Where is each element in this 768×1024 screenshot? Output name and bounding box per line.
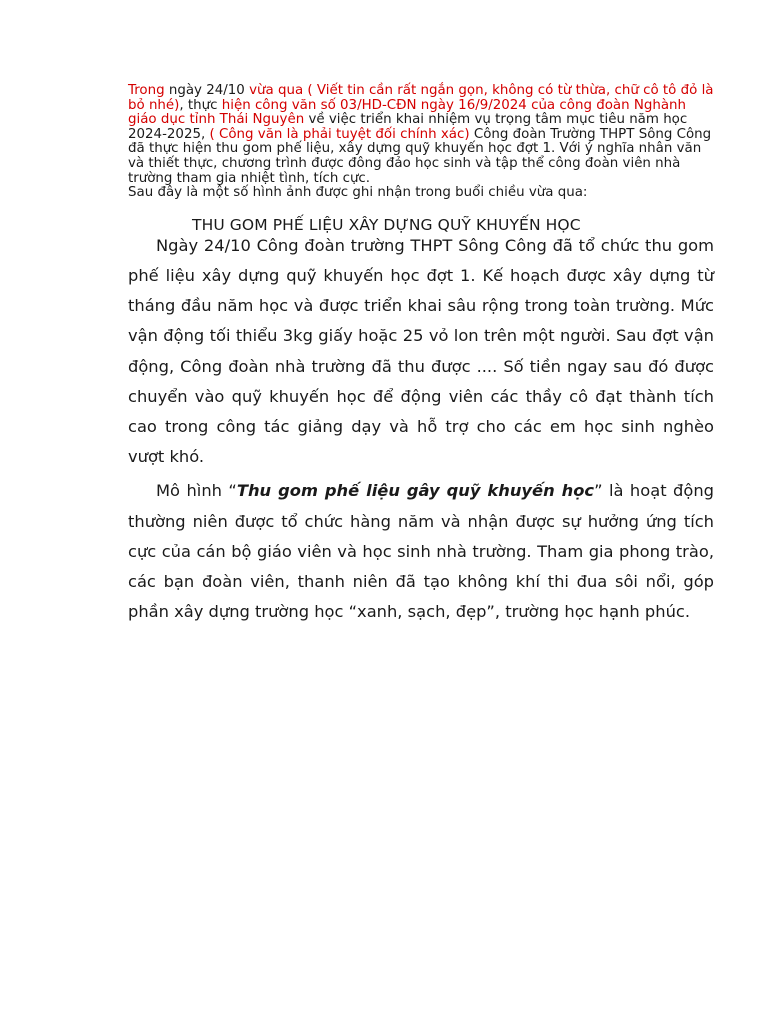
paragraph2-post: ” là hoạt động thường niên được tổ chức hàng năm và nhận được sự hưởng ứng tích cực của cán bộ giáo viên và học sinh nhà trường. Tham gia phong trào, các bạn đoàn viên, thanh niên đã tạo không khí thi đua sôi nổi, góp phần xây dựng trường học “xanh, sạch, đẹp”, trường học hạnh phúc. [128,481,714,622]
intro-red-3: hiện công văn số 03/HD-CĐN ngày 16/9/2024 của công đoàn Nghành giáo dục tỉnh Thái Nguyên [128,97,687,128]
paragraph2-pre: Mô hình “ [156,481,237,501]
intro-red-1: Trong [128,83,165,98]
body-paragraph-1: Ngày 24/10 Công đoàn trường THPT Sông Công đã tổ chức thu gom phế liệu xây dựng quỹ khuyến học đợt 1. Kế hoạch được xây dựng từ tháng đầu năm học và được triển khai sâu rộng trong toàn trường. Mức vận động tối thiểu 3kg giấy hoặc 25 vỏ lon trên một người. Sau đợt vận động, Công đoàn nhà trường đã thu được .... Số tiền ngay sau đó được chuyển vào quỹ khuyến học để động viên các thầy cô đạt thành tích cao trong công tác giảng dạy và hỗ trợ cho các em học sinh nghèo vượt khó. [128,235,714,467]
body-paragraph-2 [128,476,714,627]
intro-red-2: vừa qua ( Viết tin cần rất ngắn gọn, không có từ thừa, chữ cô tô đỏ là bỏ nhé) [128,83,714,113]
intro-red-4: ( Công văn là phải tuyệt đối chính xác) [209,126,470,142]
intro-text-1: ngày 24/10 [164,83,250,98]
document-page [128,84,714,627]
intro-text-4: Công đoàn Trường THPT Sông Công đã thực hiện thu gom phế liệu, xây dựng quỹ khuyến học đợt 1. Với ý nghĩa nhân văn và thiết thực, chương trình được đông đảo học sinh và tập thể công đoàn viên nhà trường tham gia nhiệt tình, tích cực. [128,126,712,186]
intro-paragraph [128,84,714,186]
paragraph2-emphasis: Thu gom phế liệu gây quỹ khuyến học [236,481,595,501]
article-heading: THU GOM PHẾ LIỆU XÂY DỰNG QUỸ KHUYẾN HỌC [192,215,581,234]
intro-note: Sau đây là một số hình ảnh được ghi nhận trong buổi chiều vừa qua: [128,185,588,201]
intro-text-2: , thực [179,97,222,113]
intro-text-3: về việc triển khai nhiệm vụ trọng tâm mục tiêu năm học 2024-2025, [128,112,688,142]
